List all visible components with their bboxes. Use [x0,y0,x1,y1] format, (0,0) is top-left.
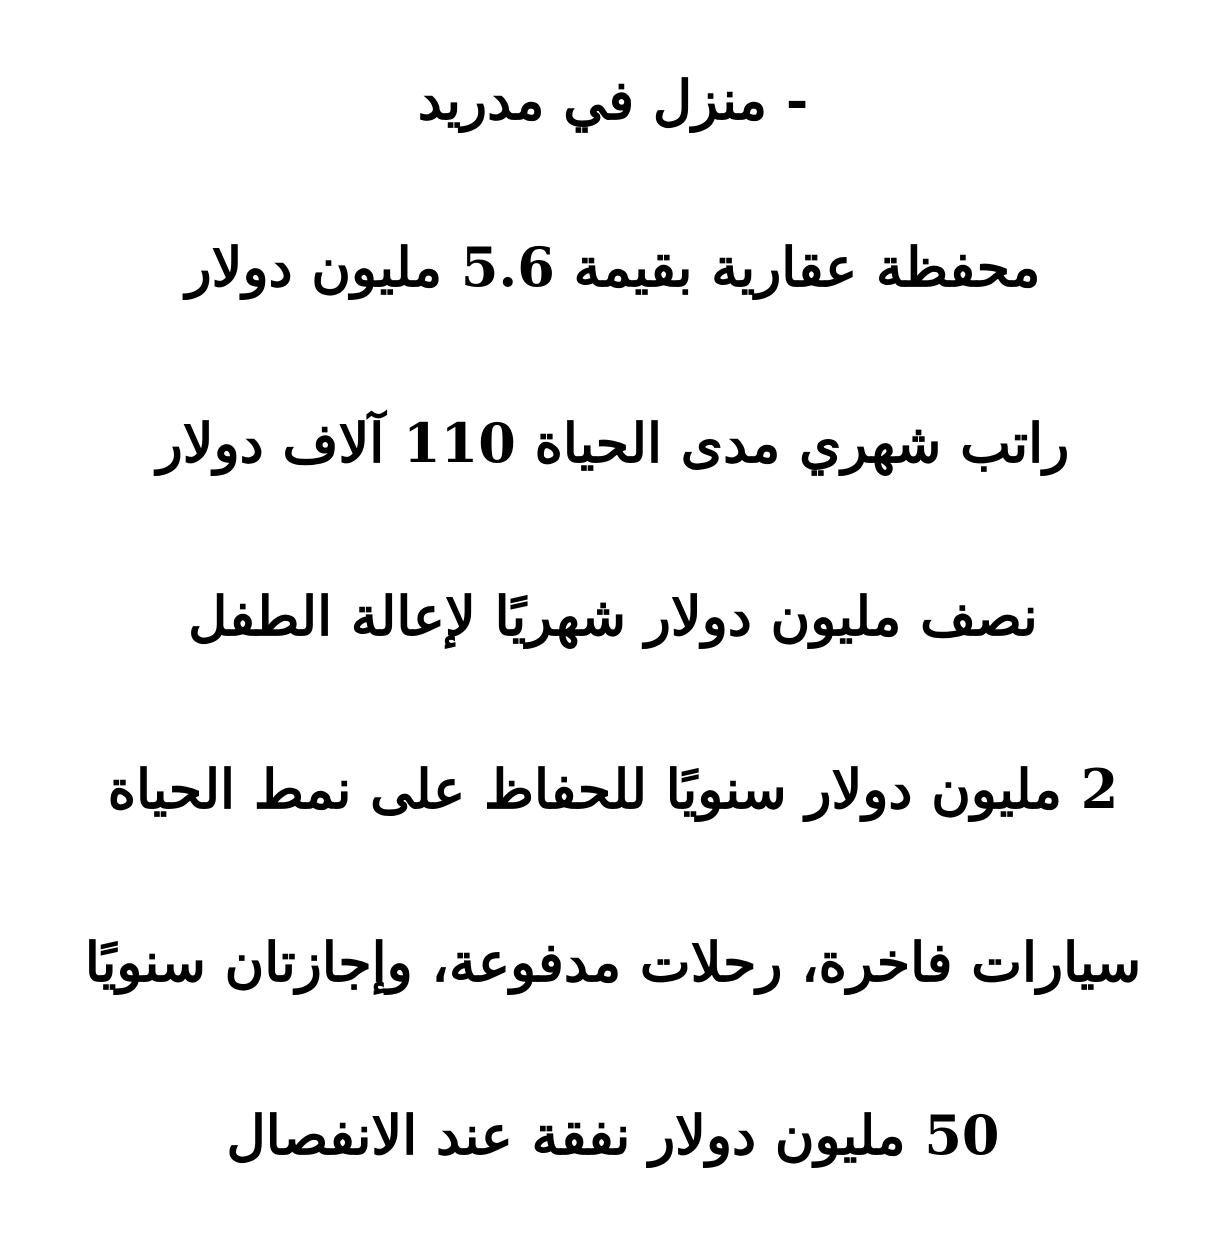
text-line-child-support: نصف مليون دولار شهريًا لإعالة الطفل [188,584,1038,648]
text-line-lifestyle-allowance: 2 مليون دولار سنويًا للحفاظ على نمط الحياة [107,757,1119,821]
text-line-house-in-madrid: - منزل في مدريد [417,68,809,132]
text-line-separation-alimony: 50 مليون دولار نفقة عند الانفصال [226,1103,1000,1167]
text-line-monthly-salary: راتب شهري مدى الحياة 110 آلاف دولار [156,411,1070,475]
text-line-real-estate-portfolio: محفظة عقارية بقيمة 5.6 مليون دولار [185,235,1041,299]
text-line-luxury-cars-trips: سيارات فاخرة، رحلات مدفوعة، وإجازتان سنويًا [84,930,1142,994]
